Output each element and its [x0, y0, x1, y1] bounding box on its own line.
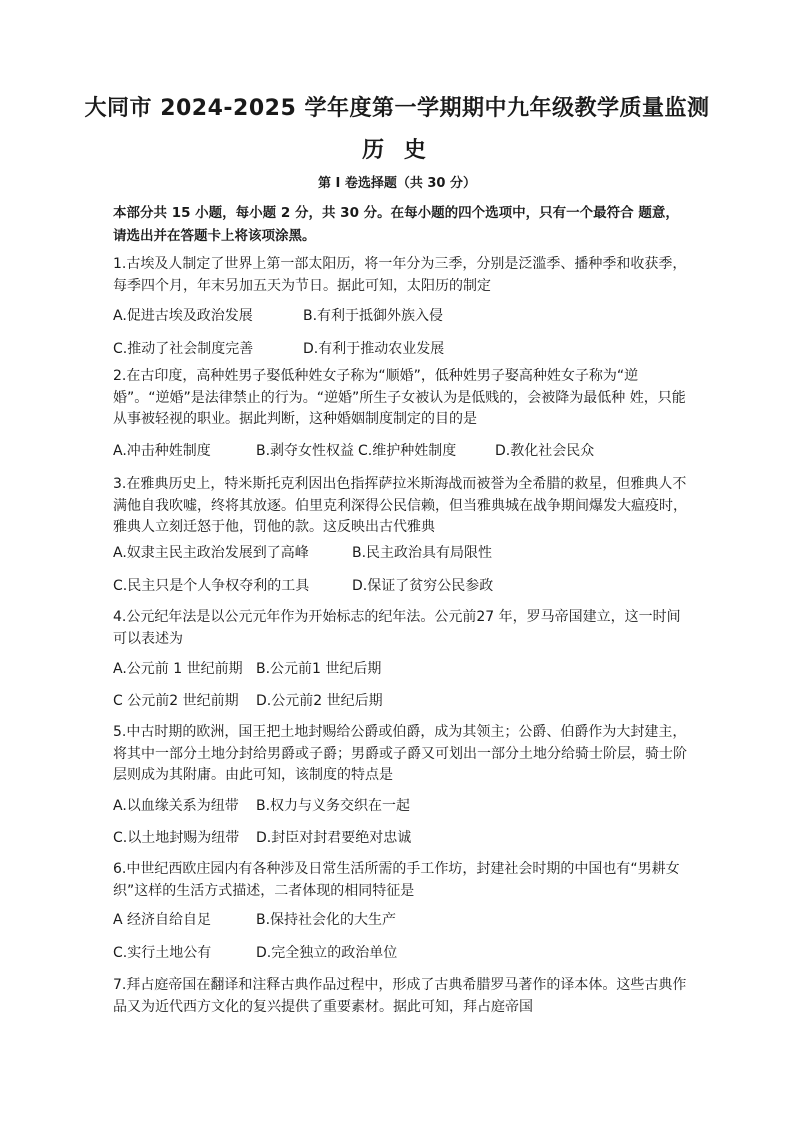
- question-3: 3.在雅典历史上，特米斯托克利因出色指挥萨拉米斯海战而被誉为全希腊的救星，但雅典人不满他自我吹嘘，终将其放逐。伯里克利深得公民信赖，但当雅典城在战争期间爆发大瘟疫时，雅典人立刻迁怒于他，罚他的款。这反映出古代雅典: [113, 476, 687, 535]
- q5-option-d: D.封臣对封君要绝对忠诚: [256, 830, 412, 846]
- q6-option-b: B.保持社会化的大生产: [256, 912, 397, 928]
- q3-option-b: B.民主政治具有局限性: [352, 545, 493, 561]
- q6-option-c: C.实行土地公有: [113, 945, 212, 961]
- q5-option-b: B.权力与义务交织在一起: [256, 798, 411, 814]
- q2-option-b: B.剥夺女性权益: [256, 443, 355, 459]
- question-1: 1.古埃及人制定了世界上第一部太阳历，将一年分为三季，分别是泛滥季、播种季和收获季，每季四个月，年末另加五天为节日。据此可知，太阳历的制定: [113, 256, 687, 294]
- question-7: 7.拜占庭帝国在翻译和注释古典作品过程中，形成了古典希腊罗马著作的译本体。这些古典作品又为近代西方文化的复兴提供了重要素材。据此可知，拜占庭帝国: [113, 977, 687, 1015]
- q3-option-a: A.奴隶主民主政治发展到了高峰: [113, 545, 309, 561]
- section-title: 第 I 卷选择题（共 30 分）: [317, 176, 477, 191]
- q2-option-a: A.冲击种姓制度: [113, 443, 211, 459]
- q1-option-b: B.有利于抵御外族入侵: [303, 308, 444, 324]
- q1-option-c: C.推动了社会制度完善: [113, 341, 254, 357]
- question-5: 5.中古时期的欧洲，国王把土地封赐给公爵或伯爵，成为其领主；公爵、伯爵作为大封建主，将其中一部分土地分封给男爵或子爵；男爵或子爵又可划出一部分土地分给骑士阶层，骑士阶层则成为其附庸。由此可知，该制度的特点是: [113, 724, 687, 783]
- exam-title: 大同市 2024-2025 学年度第一学期期中九年级教学质量监测: [84, 96, 710, 121]
- q1-option-a: A.促进古埃及政治发展: [113, 308, 253, 324]
- question-4: 4.公元纪年法是以公元元年作为开始标志的纪年法。公元前27 年，罗马帝国建立，这一时间可以表述为: [113, 609, 681, 647]
- instructions: 本部分共 15 小题，每小题 2 分，共 30 分。在每小题的四个选项中，只有一个最符合 题意，请选出并在答题卡上将该项涂黑。: [113, 205, 679, 244]
- q3-option-c: C.民主只是个人争权夺利的工具: [113, 578, 310, 594]
- question-2: 2.在古印度，高种姓男子娶低种姓女子称为“顺婚”，低种姓男子娶高种姓女子称为“逆婚”。“逆婚”是法律禁止的行为。“逆婚”所生子女被认为是低贱的，会被降为最低种 姓，只能从事被轻视的职业。据此判断，这种婚姻制度制定的目的是: [113, 368, 686, 427]
- q2-option-c: C.维护种姓制度: [358, 443, 457, 459]
- question-6: 6.中世纪西欧庄园内有各种涉及日常生活所需的手工作坊，封建社会时期的中国也有“男耕女织”这样的生活方式描述，二者体现的相同特征是: [113, 861, 680, 899]
- q4-option-d: D.公元前2 世纪后期: [256, 693, 383, 709]
- q6-option-d: D.完全独立的政治单位: [256, 945, 398, 961]
- subject-title: 历 史: [362, 138, 432, 163]
- q6-option-a: A 经济自给自足: [113, 912, 212, 928]
- q5-option-c: C.以土地封赐为纽带: [113, 830, 240, 846]
- q2-option-d: D.教化社会民众: [495, 443, 595, 459]
- q5-option-a: A.以血缘关系为纽带: [113, 798, 239, 814]
- q3-option-d: D.保证了贫穷公民参政: [352, 578, 494, 594]
- q4-option-c: C 公元前2 世纪前期: [113, 693, 239, 709]
- q4-option-b: B.公元前1 世纪后期: [256, 661, 382, 677]
- q1-option-d: D.有利于推动农业发展: [303, 341, 445, 357]
- q4-option-a: A.公元前 1 世纪前期: [113, 661, 243, 677]
